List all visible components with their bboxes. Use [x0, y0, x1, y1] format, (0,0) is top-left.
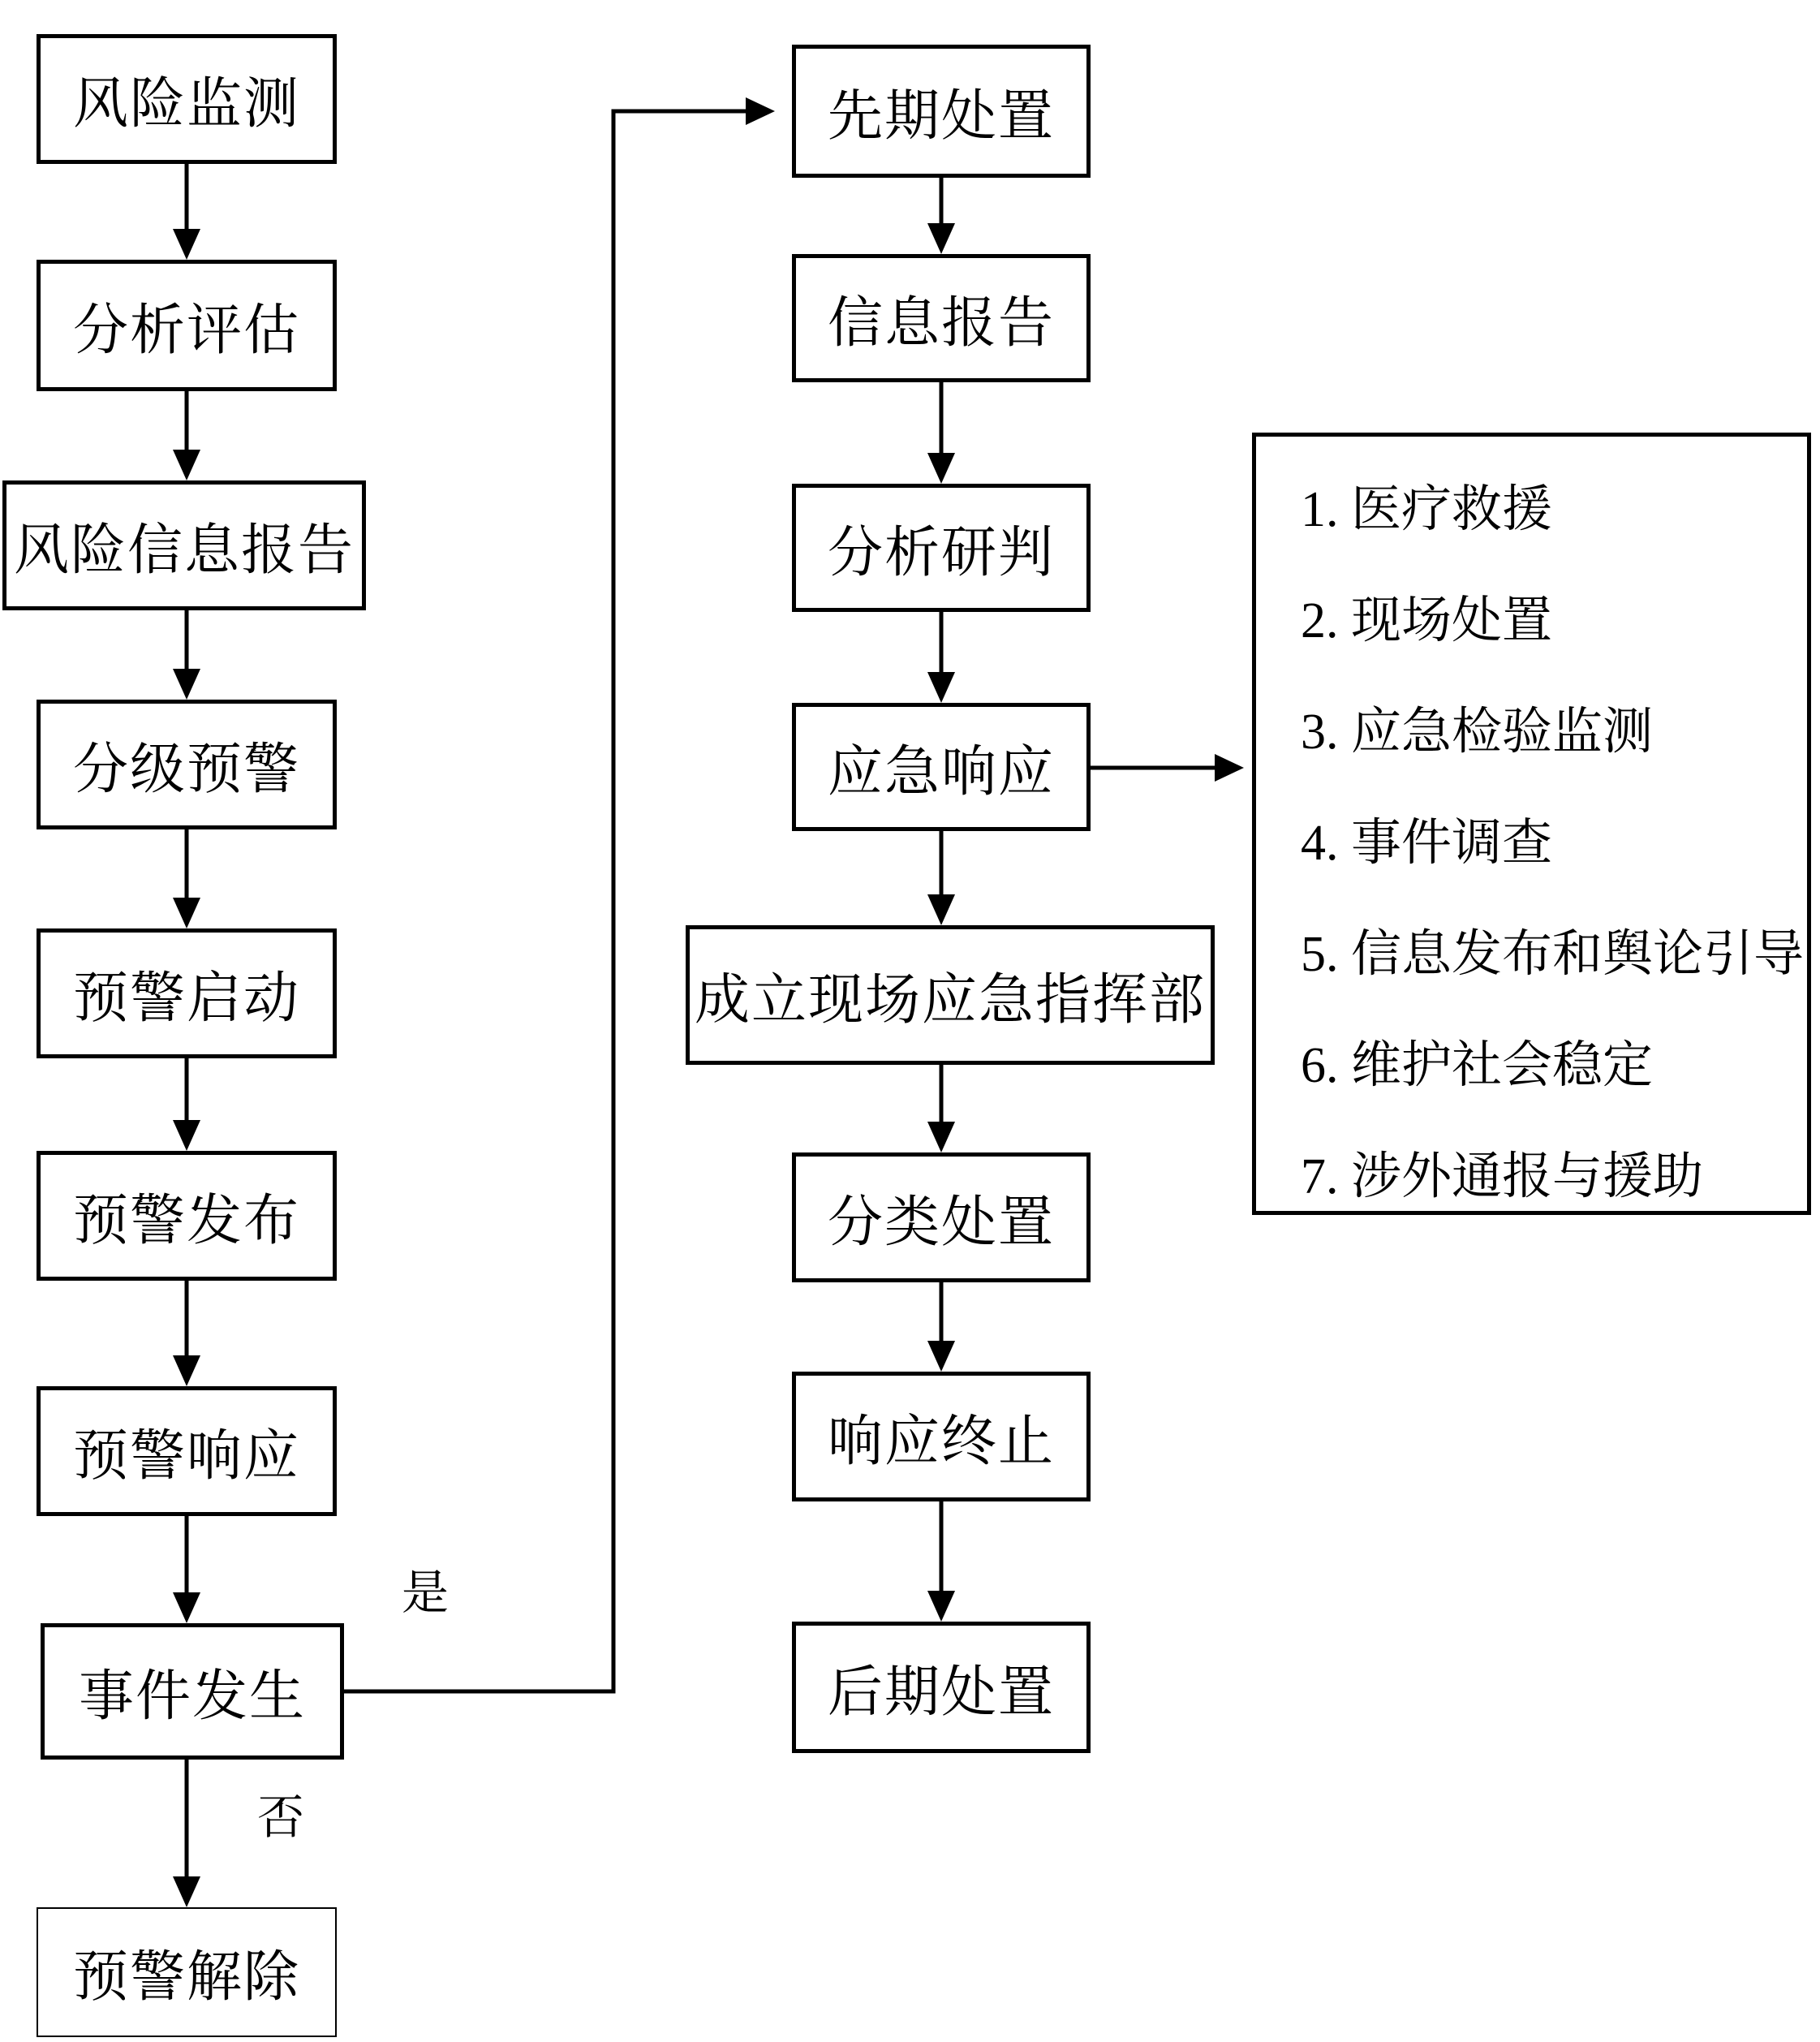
branch-label-no: 否 — [257, 1791, 305, 1844]
node-later-disposal: 后期处置 — [792, 1622, 1091, 1753]
arrow-analysis-to-risk-info-report — [173, 391, 200, 480]
arrow-response-termination-to-later-disposal — [927, 1501, 955, 1622]
connector-event-yes-to-initial-disposal — [344, 97, 775, 1691]
task-item-onsite-disposal: 2. 现场处置 — [1301, 593, 1553, 648]
panel-response-tasks — [1252, 433, 1811, 1215]
branch-label-yes: 是 — [402, 1566, 450, 1619]
arrow-event-occurrence-to-warning-lift — [173, 1760, 200, 1907]
node-risk-info-report: 风险信息报告 — [2, 480, 366, 610]
node-setup-onsite-command: 成立现场应急指挥部 — [686, 925, 1215, 1065]
task-item-social-stability: 6. 维护社会稳定 — [1301, 1038, 1654, 1093]
task-item-event-investigation: 4. 事件调查 — [1301, 816, 1553, 871]
node-response-termination: 响应终止 — [792, 1372, 1091, 1501]
node-event-occurrence: 事件发生 — [41, 1623, 344, 1760]
arrow-analysis-judgment-to-emergency-response — [927, 612, 955, 703]
arrow-graded-warning-to-warning-start — [173, 829, 200, 928]
task-item-foreign-notification: 7. 涉外通报与援助 — [1301, 1149, 1704, 1204]
task-item-info-release: 5. 信息发布和舆论引导 — [1301, 927, 1805, 982]
node-info-report: 信息报告 — [792, 254, 1091, 382]
node-risk-monitoring: 风险监测 — [37, 34, 337, 164]
arrow-onsite-command-to-classified-disposal — [927, 1065, 955, 1152]
arrow-classified-disposal-to-response-termination — [927, 1282, 955, 1372]
arrow-risk-info-report-to-graded-warning — [173, 610, 200, 700]
arrow-info-report-to-analysis-judgment — [927, 382, 955, 484]
node-initial-disposal: 先期处置 — [792, 45, 1091, 178]
arrow-warning-start-to-warning-release — [173, 1058, 200, 1151]
arrow-emergency-response-to-onsite-command — [927, 831, 955, 925]
node-emergency-response: 应急响应 — [792, 703, 1091, 831]
arrow-warning-release-to-warning-response — [173, 1281, 200, 1386]
node-warning-lift: 预警解除 — [37, 1907, 337, 2037]
task-item-emergency-testing: 3. 应急检验监测 — [1301, 704, 1654, 760]
node-analysis-judgment: 分析研判 — [792, 484, 1091, 612]
node-warning-release: 预警发布 — [37, 1151, 337, 1281]
node-warning-response: 预警响应 — [37, 1386, 337, 1516]
task-item-medical-rescue: 1. 医疗救援 — [1301, 482, 1553, 537]
arrow-risk-monitoring-to-analysis — [173, 164, 200, 260]
arrow-initial-disposal-to-info-report — [927, 178, 955, 254]
node-analysis-evaluation: 分析评估 — [37, 260, 337, 391]
node-graded-warning: 分级预警 — [37, 700, 337, 829]
arrow-warning-response-to-event-occurrence — [173, 1516, 200, 1623]
node-warning-start: 预警启动 — [37, 928, 337, 1058]
node-classified-disposal: 分类处置 — [792, 1152, 1091, 1282]
arrow-emergency-response-to-task-panel — [1091, 754, 1244, 782]
